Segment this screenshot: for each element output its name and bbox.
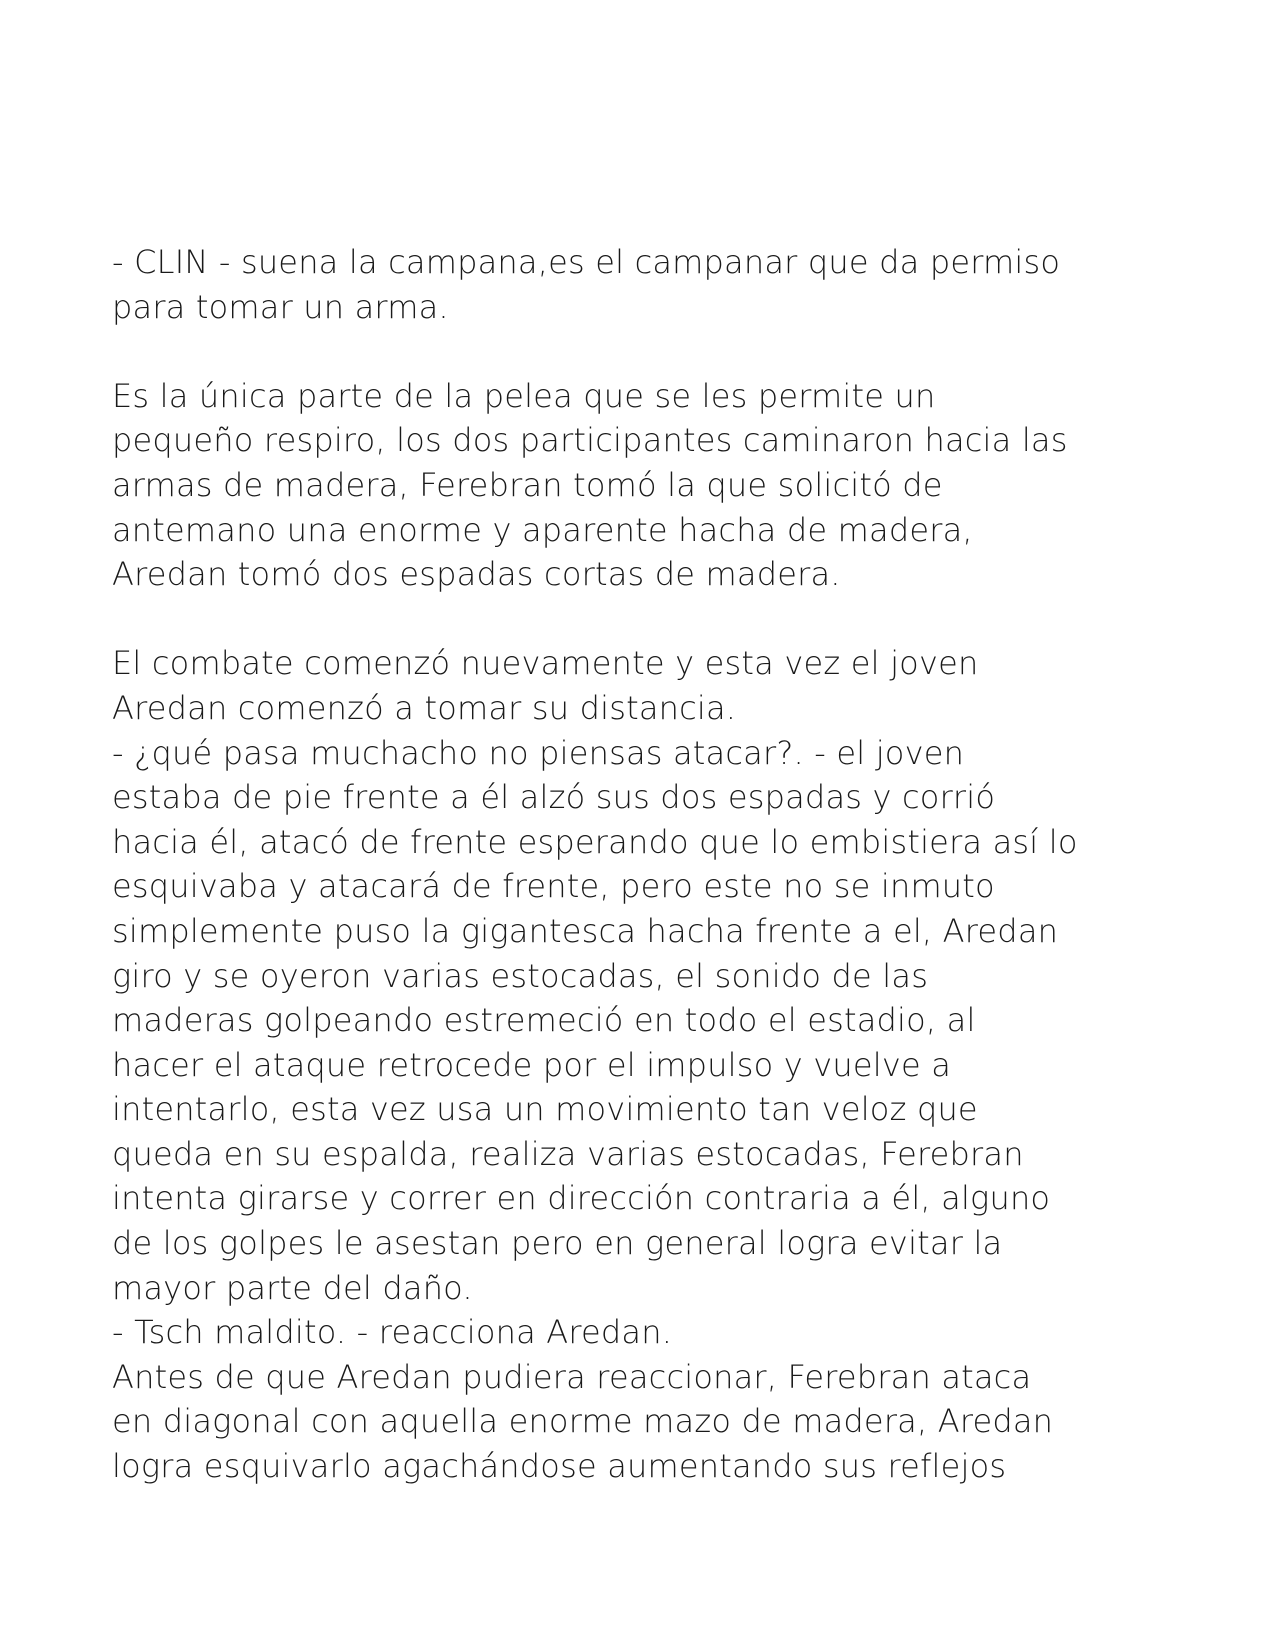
text-line: simplemente puso la gigantesca hacha frente a el, Aredan xyxy=(112,911,1059,950)
text-line: - CLIN - suena la campana,es el campanar que da permiso xyxy=(112,243,1061,281)
text-line: hacer el ataque retrocede por el impulso y vuelve a xyxy=(112,1045,952,1084)
text-line: Aredan comenzó a tomar su distancia. xyxy=(112,688,737,727)
text-line: en diagonal con aquella enorme mazo de madera, Aredan xyxy=(112,1402,1054,1441)
text-line: esquivaba y atacará de frente, pero este no se inmuto xyxy=(112,867,995,906)
text-line: Antes de que Aredan pudiera reaccionar, Ferebran ataca xyxy=(112,1357,1032,1396)
text-line: pequeño respiro, los dos participantes caminaron hacia las xyxy=(112,421,1068,460)
text-line: Aredan tomó dos espadas cortas de madera. xyxy=(112,555,841,594)
text-line: intenta girarse y correr en dirección contraria a él, alguno xyxy=(112,1179,1051,1218)
text-line: estaba de pie frente a él alzó sus dos espadas y corrió xyxy=(112,778,996,817)
text-line: mayor parte del daño. xyxy=(112,1268,473,1307)
text-line: Es la única parte de la pelea que se les permite un xyxy=(112,376,936,415)
text-line: El combate comenzó nuevamente y esta vez el joven xyxy=(112,644,979,683)
text-line: antemano una enorme y aparente hacha de madera, xyxy=(112,510,973,549)
text-line: hacia él, atacó de frente esperando que lo embistiera así lo xyxy=(112,822,1078,861)
paragraph-break xyxy=(112,329,1192,374)
text-line: intentarlo, esta vez usa un movimiento tan veloz que xyxy=(112,1090,978,1129)
text-line: logra esquivarlo agachándose aumentando sus reflejos xyxy=(112,1447,1007,1486)
text-line: - Tsch maldito. - reacciona Aredan. xyxy=(112,1313,673,1352)
text-line: para tomar un arma. xyxy=(112,287,449,326)
text-line: armas de madera, Ferebran tomó la que solicitó de xyxy=(112,465,943,504)
text-line: - ¿qué pasa muchacho no piensas atacar?. - el joven xyxy=(112,733,965,772)
text-line: giro y se oyeron varias estocadas, el sonido de las xyxy=(112,956,929,995)
text-line: maderas golpeando estremeció en todo el estadio, al xyxy=(112,1001,976,1040)
text-line: queda en su espalda, realiza varias estocadas, Ferebran xyxy=(112,1134,1024,1173)
paragraph-break xyxy=(112,597,1192,642)
body-text xyxy=(112,240,1192,1489)
text-line: de los golpes le asestan pero en general logra evitar la xyxy=(112,1224,1003,1263)
